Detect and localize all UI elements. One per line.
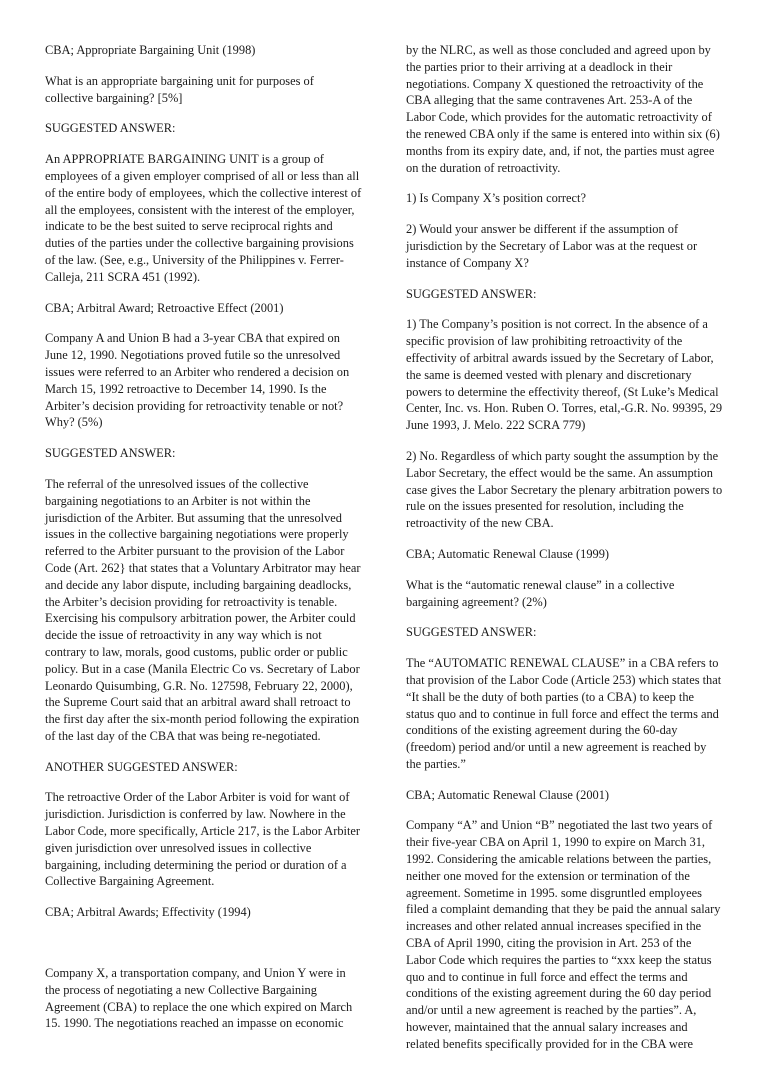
question-paragraph: Company X, a transportation company, and Union Y were in the process of negotiating a new Collective Bargaining Agreement (CBA) to replace the one which expired on March 15. 1990. The negotiations reached an impasse on economic [45, 966, 353, 1031]
right-column [406, 42, 723, 1067]
answer-paragraph: An APPROPRIATE BARGAINING UNIT is a group of employees of a given employer comprised of all or less than all of the entire body of employees, which the collective interest of all the employees, consistent with the interest of the employer, indicate to be the best suited to serve reciprocal rights and duties of the parties under the collective bargaining provisions of the law. (See, e.g., University of the Philippines v. Ferrer-Calleja, 211 SCRA 451 (1992). [45, 152, 362, 284]
heading-automatic-renewal-1999: CBA; Automatic Renewal Clause (1999) [406, 546, 610, 561]
answer-paragraph: The retroactive Order of the Labor Arbiter is void for want of jurisdiction. Jurisdiction is conferred by law. Nowhere in the Labor Code, more specifically, Article 217, is the Labor Arbiter given jurisdiction over unresolved issues in collective bargaining, including determining the period or duration of a Collective Bargaining Agreement. [45, 790, 361, 889]
question-paragraph-continued: by the NLRC, as well as those concluded and agreed upon by the parties prior to their arriving at a deadlock in their negotiations. Company X questioned the retroactivity of the CBA alleging that the same contravenes Art. 253-A of the Labor Code, which provides for the automatic retroactivity of the renewed CBA only if the same is entered into within six (6) months from its expiry date, and, if not, the parties must agree on the duration of retroactivity. [406, 43, 720, 175]
answer-paragraph: The “AUTOMATIC RENEWAL CLAUSE” in a CBA refers to that provision of the Labor Code (Article 253) which states that “It shall be the duty of both parties (to a CBA) to keep the status quo and to continue in full force and effect the terms and conditions of the existing agreement during the 60-day (freedom) period and/or until a new agreement is reached by the parties.” [406, 656, 722, 771]
suggested-answer-label: SUGGESTED ANSWER: [406, 625, 537, 640]
left-column [45, 42, 362, 1046]
question-paragraph: Company “A” and Union “B” negotiated the last two years of their five-year CBA on April 1, 1990 to expire on March 31, 1992. Considering the amicable relations between the parties, neither one moved for the extension or termination of the agreement. Sometime in 1995. some disgruntled employees filed a complaint demanding that they be paid the annual salary increases and other related annual increases specified in the CBA of April 1990, citing the provision in Art. 253 of the Labor Code which requires the parties to “xxx keep the status quo and to continue in full force and effect the terms and conditions of the existing agreement during the 60 day period and/or until a new agreement is reached by the parties”. A, however, maintained that the annual salary increases and related benefits specifically provided for in the CBA were [406, 818, 721, 1051]
suggested-answer-label: SUGGESTED ANSWER: [45, 121, 176, 136]
another-suggested-answer-label: ANOTHER SUGGESTED ANSWER: [45, 759, 238, 774]
heading-arbitral-award-retroactive: CBA; Arbitral Award; Retroactive Effect (2001) [45, 300, 284, 315]
suggested-answer-label: SUGGESTED ANSWER: [45, 446, 176, 461]
question-item-1: 1) Is Company X’s position correct? [406, 191, 586, 206]
answer-paragraph: The referral of the unresolved issues of the collective bargaining negotiations to an Arbiter is not within the jurisdiction of the Arbiter. But assuming that the unresolved issues in the collective bargaining negotiations were properly referred to the Arbiter pursuant to the provision of the Labor Code (Art. 262} that states that a Voluntary Arbitrator may hear and decide any labor dispute, including bargaining deadlocks, the Arbiter’s decision providing for retroactivity is tenable. Exercising his compulsory arbitration power, the Arbiter could decide the issue of retroactivity in any way which is not contrary to law, morals, good customs, public order or public policy. But in a case (Manila Electric Co vs. Secretary of Labor Leonardo Quisumbing, G.R. No. 127598, February 22, 2000), the Supreme Court said that an arbitral award shall retroact to the first day after the six-month period following the expiration of the last day of the CBA that was being re-negotiated. [45, 476, 361, 743]
question-text: Company A and Union B had a 3-year CBA that expired on June 12, 1990. Negotiations proved futile so the unresolved issues were referred to an Arbiter who rendered a decision on March 15, 1992 retroactive to December 14, 1990. Is the Arbiter’s decision providing for retroactivity tenable or not? Why? (5%) [45, 331, 350, 430]
question-text: What is the “automatic renewal clause” in a collective bargaining agreement? (2%) [406, 577, 675, 609]
heading-appropriate-bargaining-unit: CBA; Appropriate Bargaining Unit (1998) [45, 43, 256, 57]
question-text: What is an appropriate bargaining unit for purposes of collective bargaining? [5%] [45, 73, 314, 105]
heading-automatic-renewal-2001: CBA; Automatic Renewal Clause (2001) [406, 787, 610, 802]
answer-item-1: 1) The Company’s position is not correct. In the absence of a specific provision of law prohibiting retroactivity of the effectivity of arbitral awards issued by the Secretary of Labor, the same is deemed vested with plenary and discretionary powers to determine the effectivity thereof, (St Luke’s Medical Center, Inc. vs. Hon. Ruben O. Torres, etal,-G.R. No. 99395, 29 June 1993, J. Melo. 222 SCRA 779) [406, 317, 723, 433]
question-item-2: 2) Would your answer be different if the assumption of jurisdiction by the Secretary of Labor was at the request or instance of Company X? [406, 222, 698, 270]
answer-item-2: 2) No. Regardless of which party sought the assumption by the Labor Secretary, the effect would be the same. An assumption case gives the Labor Secretary the plenary arbitration powers to rule on the issues presented for resolution, including the retroactivity of the new CBA. [406, 448, 723, 531]
heading-arbitral-awards-effectivity: CBA; Arbitral Awards; Effectivity (1994) [45, 905, 251, 920]
suggested-answer-label: SUGGESTED ANSWER: [406, 286, 537, 301]
